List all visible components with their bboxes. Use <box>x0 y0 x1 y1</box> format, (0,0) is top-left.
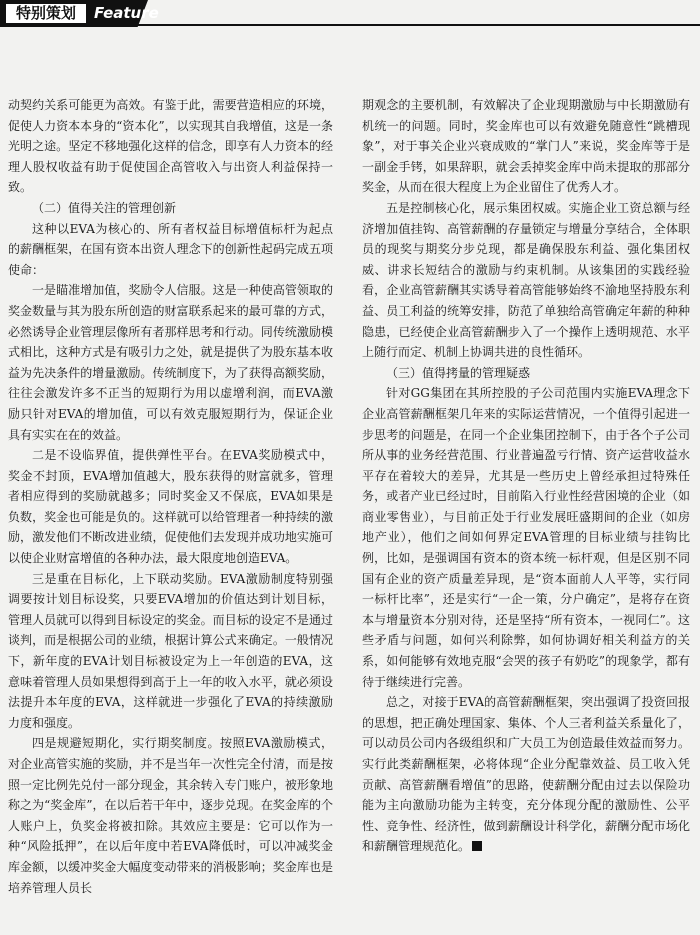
left-column <box>8 95 333 898</box>
section-word: Feature <box>94 4 159 22</box>
paragraph: 三是重在目标化，上下联动奖励。EVA激励制度特别强调要按计划目标设奖，只要EVA增加的价值达到计划目标，管理人员就可以得到目标设定的奖金。而目标的设定不是通过谈判，而是根据公司的业绩，根据计算公式来确定。一般情况下，新年度的EVA计划目标被设定为上一年创造的EVA，这意味着管理人员如果想得到高于上一年的收入水平，就必须设法提升本年度的EVA，这样就进一步强化了EVA的持续激励力度和强度。 <box>8 571 333 730</box>
paragraph-text: 总之，对接于EVA的高管薪酬框架，突出强调了投资回报的思想，把正确处理国家、集体、个人三者利益关系量化了，可以动员公司内各级组织和广大员工为创造最佳效益而努力。实行此类薪酬框架，必将体现“企业分配靠效益、员工收入凭贡献、高管薪酬看增值”的思路，使薪酬分配由过去以保险功能为主向激励功能为主转变，充分体现分配的激励性、公平性、竞争性、经济性，做到薪酬设计科学化，薪酬分配市场化和薪酬管理规范化。 <box>362 695 690 854</box>
paragraph: 四是规避短期化，实行期奖制度。按照EVA激励模式，对企业高管实施的奖励，并不是当年一次性完全付清，而是按照一定比例先兑付一部分现金，其余转入专门账户，被形象地称之为“奖金库”，在以后若干年中，逐步兑现。在奖金库的个人账户上，负奖金将被扣除。其效应主要是：它可以作为一种“风险抵押”，在以后年度中若EVA降低时，可以冲减奖金库金额，以缓冲奖金大幅度变动带来的消极影响；奖金库也是培养管理人员长 <box>8 736 333 895</box>
paragraph: 针对GG集团在其所控股的子公司范围内实施EVA理念下企业高管薪酬框架几年来的实际运营情况，一个值得引起进一步思考的问题是，在同一个企业集团控制下，由于各个子公司所从事的业务经营范围、行业普遍盈亏行情、资产运营收益水平存在着较大的差异，尤其是一些历史上曾经承担过特殊任务，或者产业已经过时，目前陷入行业性经营困境的企业（如商业零售业），与目前正处于行业发展旺盛期间的企业（如房地产业），他们之间如何界定EVA管理的目标业绩与挂钩比例，比如，是强调国有资本的资本统一标杆观，但是区别不同国有企业的资产质量差异现，是“资本面前人人平等，实行同一标杆比率”，还是实行“一企一策，分户确定”，是将存在资本与增量资本分别对待，还是坚持“所有资本，一视同仁”。这些矛盾与问题，如何兴利除弊，如何协调好相关利益方的关系，如何能够有效地克服“会哭的孩子有奶吃”的现象学，都有待于继续进行完善。 <box>362 386 690 689</box>
paragraph: 一是瞄准增加值，奖励令人信服。这是一种使高管领取的奖金数量与其为股东所创造的财富联系起来的最可靠的方式，必然诱导企业管理层像所有者那样思考和行动。同传统激励模式相比，这种方式是有吸引力之处，就是提供了为股东基本收益为先决条件的增量激励。传统制度下，为了获得高额奖励，往往会激发许多不正当的短期行为用以虚增利润，而EVA激励只针对EVA的增加值，可以有效克服短期行为，保证企业具有实实在在的效益。 <box>8 283 333 442</box>
paragraph: 期观念的主要机制，有效解决了企业现期激励与中长期激励有机统一的问题。同时，奖金库也可以有效避免随意性“跳槽现象”，对于事关企业兴衰成败的“掌门人”来说，奖金库等于是一副金手铐，如果辞职，就会丢掉奖金库中尚未提取的那部分奖金，从而在很大程度上为企业留住了优秀人才。 <box>362 98 690 195</box>
paragraph: 二是不设临界值，提供弹性平台。在EVA奖励模式中，奖金不封顶，EVA增加值越大，股东获得的财富就多，管理者相应得到的奖励就越多；同时奖金又不保底，EVA如果是负数，奖金也可能是负的。这样就可以给管理者一种持续的激励，激发他们不断改进业绩，促使他们去发现并成功地实施可以使企业财富增值的各种办法，最大限度地创造EVA。 <box>8 448 333 566</box>
subheading: （三）值得拷量的管理疑惑 <box>386 365 531 380</box>
paragraph: 五是控制核心化，展示集团权威。实施企业工资总额与经济增加值挂钩、高管薪酬的存量锁定与增量分享结合，全体职员的现奖与期奖分步兑现，都是确保股东利益、强化集团权威、讲求长短结合的激励与约束机制。从该集团的实践经验看，企业高管薪酬其实诱导着高管能够始终不渝地坚持股东利益、员工利益的统筹安排，防范了单独给高管确定年薪的种种隐患，已经使企业高管薪酬步入了一个操作上透明规范、水平上随行而定、机制上协调共进的良性循环。 <box>362 200 690 360</box>
paragraph: 动契约关系可能更为高效。有鉴于此，需要营造相应的环境，促使人力资本本身的“资本化”，以实现其自我增值，这是一条光明之途。坚定不移地强化这样的信念，即享有人力资本的经理人股权收益有助于促使国企高管收入与出资人利益保持一致。 <box>8 98 333 195</box>
header-rule <box>138 24 700 26</box>
subheading: （二）值得关注的管理创新 <box>32 200 177 215</box>
paragraph <box>362 692 690 857</box>
section-label: 特别策划 <box>6 4 86 23</box>
end-mark-icon <box>472 841 482 851</box>
paragraph: 这种以EVA为核心的、所有者权益目标增值标杆为起点的薪酬框架，在国有资本出资人理念下的创新性起码完成五项使命： <box>8 221 333 277</box>
right-column <box>362 95 690 857</box>
section-header <box>0 0 700 27</box>
